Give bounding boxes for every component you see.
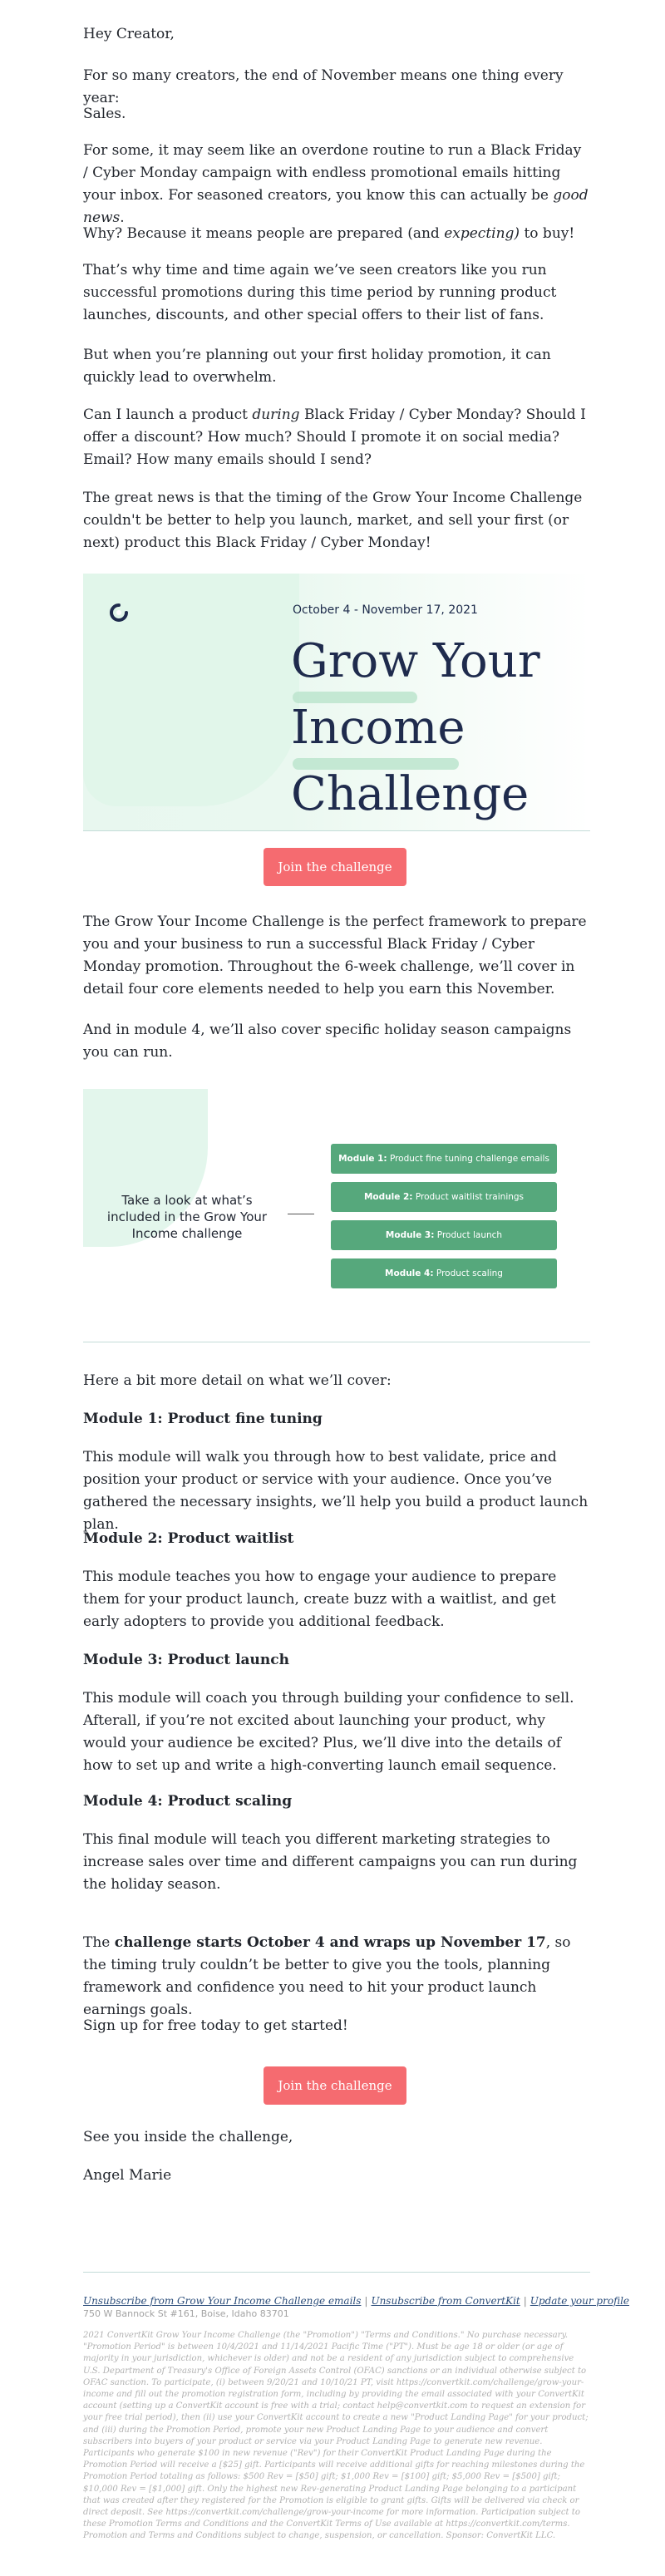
pill-text: Product fine tuning challenge emails [387,1154,549,1164]
challenge-hero-banner[interactable] [83,574,590,831]
text-run: The [83,1934,115,1951]
intro-paragraph-1: For so many creators, the end of November means one thing every year: [83,67,564,106]
unsubscribe-convertkit-link[interactable]: Unsubscribe from ConvertKit [371,2295,520,2307]
footer-divider [83,2272,590,2273]
body-paragraph-1: The Grow Your Income Challenge is the perfect framework to prepare you and your business to run a successful Black Friday / Cyber Monday promotion. Throughout the 6-week challenge, we’ll cover in detail four core elements needed to help you earn this November. [83,914,587,997]
module-1-text: This module will walk you through how to best validate, price and position your product or service with your audience. Once you’ve gathered the necessary insights, we’ll help you build a product launch plan. [83,1449,589,1533]
legal-terms: 2021 ConvertKit Grow Your Income Challenge (the "Promotion") "Terms and Conditions." No purchase necessary. "Promotion Period" is between 10/4/2021 and 11/14/2021 Pacific Time ("PT"). Must be age 18 or older (or age of majority in your jurisdiction, whichever is older) and not be a resident of any jurisdiction subject to comprehensive U.S. Department of Treasury's Office of Foreign Assets Control (OFAC) sanctions or an individual otherwise subject to OFAC sanction. To participate, (i) between 9/20/21 and 10/10/21 PT, visit https://convertkit.com/challenge/grow-your-income and fill out the promotion registration form, including by providing the email associated with your ConvertKit account (setting up a ConvertKit account is free with a trial; contact help@convertkit.com to request an extension for your free trial period), then (ii) use your ConvertKit account to create a new "Product Landing Page" for your product; and (iii) during the Promotion Period, promote your new Product Landing Page to your audience and convert subscribers into buyers of your product or service via your Product Landing Page to generate new revenue. Participants who generate $100 in new revenue ("Rev") for their ConvertKit Product Landing Page during the Promotion Period will receive a [$25] gift. Participants will receive additional gifts for reaching milestones during the Promotion Period totaling as follows: $500 Rev = [$50] gift; $1,000 Rev = [$100] gift; $5,000 Rev = [$500] gift; $10,000 Rev = [$1,000] gift. Only the highest new Rev-generating Product Landing Page belonging to a participant that was created after they registered for the Promotion is eligible to grant gifts. Gifts will be delivered via check or direct deposit. See https://convertkit.com/challenge/grow-your-income for more information. Participation subject to these Promotion Terms and Conditions and the ConvertKit Terms of Use available at https://convertkit.com/terms. Promotion and Terms and Conditions subject to change, suspension, or cancellation. Sponsor: ConvertKit LLC. [83,2331,589,2541]
pill-text: Product waitlist trainings [412,1192,525,1202]
module-2-text: This module teaches you how to engage your audience to prepare them for your product launch, create buzz with a waitlist, and get early adopters to provide you additional feedback. [83,1569,557,1630]
challenge-title [291,628,590,828]
text-run: Can I launch a product [83,406,253,423]
intro-paragraph-2: Sales. [83,106,126,122]
intro-paragraph-8: The great news is that the timing of the Grow Your Income Challenge couldn't be better to help you launch, market, and sell your first (or next) product this Black Friday / Cyber Monday! [83,490,583,551]
pill-text: Product launch [434,1230,503,1240]
emphasis-text: expecting) [444,225,520,242]
module-pill [331,1220,557,1250]
join-challenge-button[interactable]: Join the challenge [264,848,406,886]
modules-graphic[interactable] [83,1089,590,1338]
modules-caption: Take a look at what’s included in the Grow Your Income challenge [106,1193,268,1241]
link-separator: | [364,2295,368,2307]
text-run: to buy! [520,225,575,242]
module-4-text: This final module will teach you different marketing strategies to increase sales over time and different campaigns you can run during the holiday season. [83,1831,578,1893]
text-run: Black Friday / Cyber Monday? Should I offer a discount? How much? Should I promote it on social media? Email? How many emails should I send? [83,406,586,468]
join-challenge-button-bottom[interactable]: Join the challenge [264,2066,406,2105]
closing-paragraph-2: Sign up for free today to get started! [83,2017,348,2034]
footer-links [83,2295,629,2307]
title-line: Income [291,701,466,755]
body-paragraph-2: And in module 4, we’ll also cover specific holiday season campaigns you can run. [83,1022,572,1061]
emphasis-text: during [252,406,300,423]
challenge-dates: October 4 - November 17, 2021 [293,603,478,617]
module-pill [331,1258,557,1288]
text-run: . [120,209,125,226]
intro-paragraph-5: That’s why time and time again we’ve seen creators like you run successful promotions during this time period by running product launches, discounts, and other special offers to their list of fans. [83,262,557,323]
update-profile-link[interactable]: Update your profile [530,2295,630,2307]
text-run: Why? Because it means people are prepared (and [83,225,445,242]
title-line: Challenge [291,767,530,821]
title-line: Grow Your [291,634,540,688]
closing-paragraph-1 [83,1932,590,2022]
module-pill [331,1182,557,1212]
module-4-title: Module 4: Product scaling [83,1793,293,1810]
bold-text: challenge starts October 4 and wraps up November 17 [114,1934,546,1951]
module-2-title: Module 2: Product waitlist [83,1530,294,1547]
module-pill [331,1144,557,1174]
module-3-text: This module will coach you through building your confidence to sell. Afterall, if you’re not excited about launching your product, why would your audience be excited? Plus, we’ll dive into the details of how to set up and write a high-converting launch email sequence. [83,1690,574,1774]
pill-label: Module 4: [385,1268,434,1278]
pill-label: Module 3: [385,1230,435,1240]
pill-label: Module 2: [363,1192,413,1202]
intro-paragraph-3 [83,140,590,229]
pill-label: Module 1: [338,1154,387,1164]
unsubscribe-challenge-link[interactable]: Unsubscribe from Grow Your Income Challenge emails [83,2295,362,2307]
mailing-address: 750 W Bannock St #161, Boise, Idaho 83701 [83,2308,289,2319]
intro-paragraph-6: But when you’re planning out your first holiday promotion, it can quickly lead to overwhelm. [83,347,551,386]
signoff-line: See you inside the challenge, [83,2129,293,2145]
divider [83,830,590,831]
intro-paragraph-7 [83,404,590,471]
text-run: , so the timing truly couldn’t be better to give you the tools, planning framework and confidence you need to hit your product launch earnings goals. [83,1934,571,2018]
greeting: Hey Creator, [83,26,175,42]
text-run: For some, it may seem like an overdone routine to run a Black Friday / Cyber Monday campaign with endless promotional emails hitting your inbox. For seasoned creators, you know this can actually be [83,142,582,204]
convertkit-logo-icon [108,602,130,623]
intro-paragraph-4 [83,223,590,245]
module-1-title: Module 1: Product fine tuning [83,1411,323,1427]
signature-name: Angel Marie [83,2167,172,2184]
emphasis-text: good news [83,187,589,226]
pill-text: Product scaling [433,1268,503,1278]
module-3-title: Module 3: Product launch [83,1652,289,1668]
details-intro: Here a bit more detail on what we’ll cover: [83,1372,392,1389]
link-separator: | [523,2295,527,2307]
